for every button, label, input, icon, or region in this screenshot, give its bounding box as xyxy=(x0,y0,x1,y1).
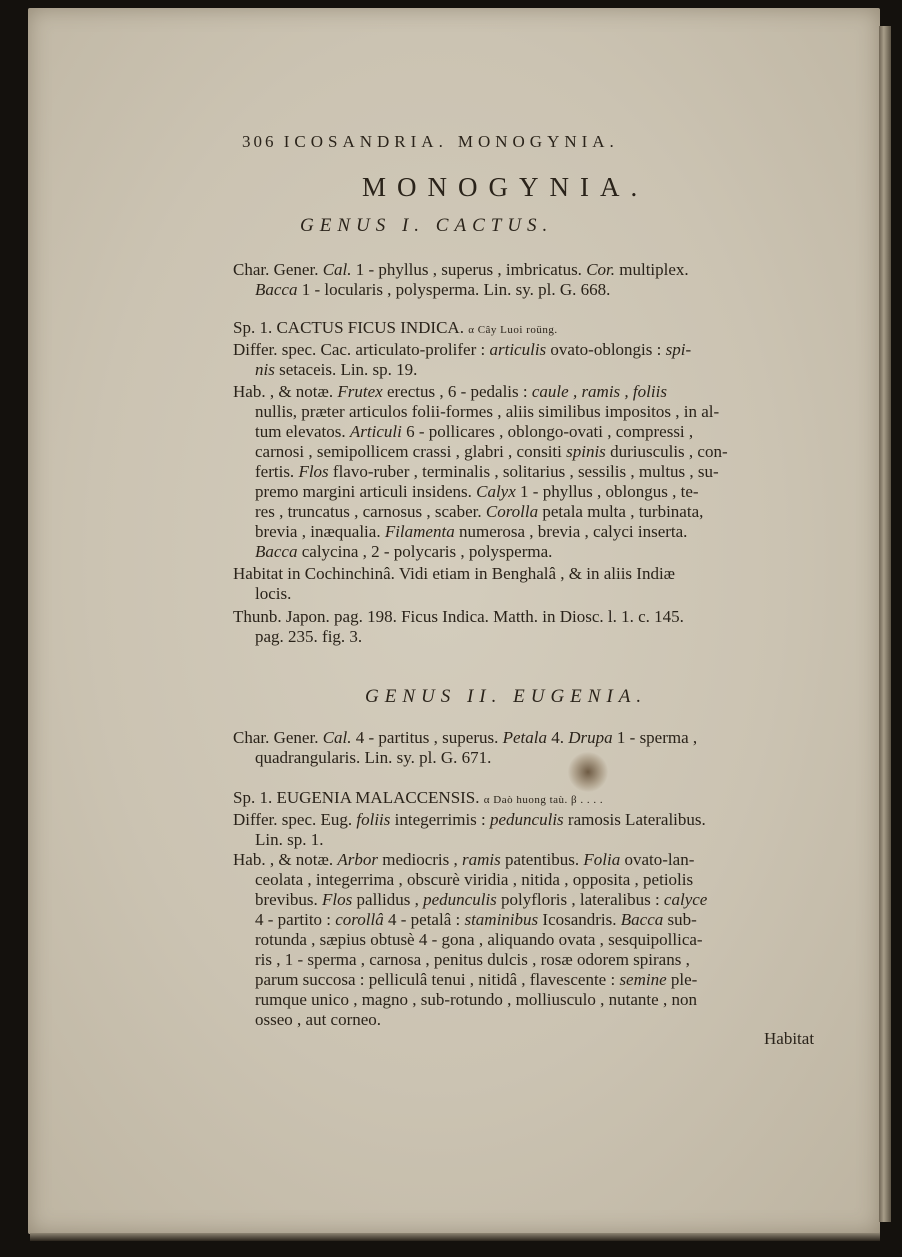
species-2-heading xyxy=(233,788,603,810)
differentia-text: setaceis. Lin. sp. 19. xyxy=(279,360,418,379)
term: articulis xyxy=(489,340,547,359)
habitus-text: carnosi , semipollicem crassi , glabri , consiti xyxy=(255,442,562,461)
term: ramis xyxy=(462,850,501,869)
genus-1-character-line-2 xyxy=(255,280,610,300)
species-1-reference-line-2: pag. 235. fig. 3. xyxy=(255,627,363,646)
term: Bacca xyxy=(620,910,664,929)
habitus-text: Hab. , & notæ. xyxy=(233,850,334,869)
term: Flos xyxy=(298,462,329,481)
term: semine xyxy=(619,970,667,989)
species-1-habitat-line-1: Habitat in Cochinchinâ. Vidi etiam in Benghalâ , & in aliis Indiæ xyxy=(233,564,676,583)
species-1-habitus-line-5 xyxy=(255,462,719,482)
term-bacca: Bacca xyxy=(255,280,298,299)
term: Folia xyxy=(583,850,621,869)
species-1-habitus-line-4 xyxy=(255,442,728,462)
term: Arbor xyxy=(337,850,378,869)
char-text: 4. xyxy=(551,728,564,747)
vernacular-name: α Daò huong taù. β . . . . xyxy=(483,794,604,806)
species-1-habitus-line-1 xyxy=(233,382,667,402)
species-1-habitus-line-2: nullis, præter articulos folii-formes , aliis similibus impositos , in al- xyxy=(255,402,720,421)
habitus-text: Hab. , & notæ. xyxy=(233,382,334,401)
running-head xyxy=(242,132,619,152)
term: Corolla xyxy=(485,502,539,521)
term-petala: Petala xyxy=(502,728,547,747)
term: Bacca xyxy=(255,542,298,561)
habitus-text: pallidus , xyxy=(356,890,419,909)
term: pedunculis xyxy=(423,890,497,909)
vernacular-name: α Cây Luoi roüng. xyxy=(468,324,558,336)
species-2-habitus-line-4 xyxy=(255,910,697,930)
habitus-text: Icosandris. xyxy=(542,910,617,929)
char-text: 1 - locularis , polysperma. Lin. sy. pl. G. 668. xyxy=(301,280,611,299)
habitus-text: brevia , inæqualia. xyxy=(255,522,381,541)
differentia-text: integerrimis : xyxy=(394,810,486,829)
term: pedunculis xyxy=(490,810,564,829)
species-2-habitus-line-6: ris , 1 - sperma , carnosa , penitus dulcis , rosæ odorem spirans , xyxy=(255,950,690,969)
species-1-heading xyxy=(233,318,558,340)
genus-2-character-line-1 xyxy=(233,728,697,748)
next-page-edge xyxy=(879,26,891,1222)
habitus-text: calycina , 2 - polycaris , polysperma. xyxy=(301,542,553,561)
habitus-text: erectus , 6 - pedalis : xyxy=(386,382,528,401)
habitus-text: 4 - petalâ : xyxy=(388,910,461,929)
species-2-differentia-line-2: Lin. sp. 1. xyxy=(255,830,324,849)
term-drupa: Drupa xyxy=(568,728,613,747)
term: staminibus xyxy=(464,910,539,929)
habitus-text: duriusculis , con- xyxy=(610,442,728,461)
habitus-text: premo margini articuli insidens. xyxy=(255,482,472,501)
term: spi- xyxy=(665,340,692,359)
habitus-text: polyfloris , lateralibus : xyxy=(501,890,660,909)
term: Filamenta xyxy=(384,522,455,541)
char-label: Char. Gener. xyxy=(233,260,319,279)
habitus-text: petala multa , turbinata, xyxy=(542,502,704,521)
ink-stain xyxy=(568,752,608,792)
term: Calyx xyxy=(476,482,516,501)
running-head-order: MONOGYNIA. xyxy=(457,132,619,151)
habitus-text: ple- xyxy=(670,970,698,989)
habitus-text: res , truncatus , carnosus , scaber. xyxy=(255,502,482,521)
differentia-text: ramosis Lateralibus. xyxy=(567,810,706,829)
genus-1-character-line-1 xyxy=(233,260,689,280)
term: spinis xyxy=(566,442,606,461)
species-name: Sp. 1. EUGENIA MALACCENSIS. xyxy=(233,788,480,807)
char-text: 1 - sperma , xyxy=(616,728,698,747)
species-2-habitus-line-7 xyxy=(255,970,697,990)
species-2-differentia-line-1 xyxy=(233,810,706,830)
species-1-habitus-line-9 xyxy=(255,542,552,562)
species-2-habitus-line-5: rotunda , sæpius obtusè 4 - gona , aliquando ovata , sesquipollica- xyxy=(255,930,703,949)
running-head-class: ICOSANDRIA. xyxy=(283,132,448,151)
genus-1-heading: GENUS I. CACTUS. xyxy=(300,215,554,236)
term: Frutex xyxy=(337,382,383,401)
habitus-text: brevibus. xyxy=(255,890,318,909)
term: corollâ xyxy=(335,910,384,929)
habitus-text: 6 - pollicares , oblongo-ovati , compressi , xyxy=(406,422,694,441)
page-number: 306 xyxy=(242,132,277,151)
habitus-text: ovato-lan- xyxy=(624,850,695,869)
species-1-habitus-line-3 xyxy=(255,422,693,442)
species-1-habitus-line-7 xyxy=(255,502,703,522)
char-text: 4 - partitus , superus. xyxy=(355,728,499,747)
habitus-text: flavo-ruber , terminalis , solitarius , sessilis , multus , su- xyxy=(332,462,719,481)
habitus-text: fertis. xyxy=(255,462,295,481)
habitus-text: 4 - partito : xyxy=(255,910,332,929)
term: Flos xyxy=(322,890,353,909)
habitus-text: mediocris , xyxy=(382,850,458,869)
term-cal: Cal. xyxy=(322,260,352,279)
genus-2-heading: GENUS II. EUGENIA. xyxy=(365,686,648,707)
catchword: Habitat xyxy=(764,1029,815,1048)
species-1-habitat-line-2: locis. xyxy=(255,584,292,603)
term-cor: Cor. xyxy=(586,260,616,279)
differentia-text: Differ. spec. Cac. articulato-prolifer : xyxy=(233,340,486,359)
term: calyce xyxy=(663,890,708,909)
differentia-text: ovato-oblongis : xyxy=(550,340,662,359)
species-2-habitus-line-8: rumque unico , magno , sub-rotundo , molliusculo , nutante , non xyxy=(255,990,697,1009)
habitus-text: tum elevatos. xyxy=(255,422,346,441)
species-1-habitus-line-6 xyxy=(255,482,699,502)
habitus-text: numerosa , brevia , calyci inserta. xyxy=(458,522,688,541)
habitus-text: parum succosa : pelliculâ tenui , nitidâ , flavescente : xyxy=(255,970,616,989)
term: caule , ramis , foliis xyxy=(531,382,667,401)
page-bottom-edge xyxy=(30,1233,880,1241)
species-name: Sp. 1. CACTUS FICUS INDICA. xyxy=(233,318,464,337)
genus-2-character-line-2: quadrangularis. Lin. sy. pl. G. 671. xyxy=(255,748,492,767)
char-label: Char. Gener. xyxy=(233,728,319,747)
differentia-text: Differ. spec. Eug. xyxy=(233,810,353,829)
char-text: 1 - phyllus , superus , imbricatus. xyxy=(355,260,582,279)
species-1-habitus-line-8 xyxy=(255,522,687,542)
term: nis xyxy=(255,360,275,379)
habitus-text: patentibus. xyxy=(505,850,580,869)
species-1-differentia-line-2 xyxy=(255,360,417,380)
species-1-reference-line-1: Thunb. Japon. pag. 198. Ficus Indica. Matth. in Diosc. l. 1. c. 145. xyxy=(233,607,684,626)
term: Articuli xyxy=(349,422,402,441)
term-cal: Cal. xyxy=(322,728,352,747)
term: foliis xyxy=(356,810,391,829)
species-2-habitus-line-3 xyxy=(255,890,707,910)
species-2-habitus-line-2: ceolata , integerrima , obscurè viridia , nitida , opposita , petiolis xyxy=(255,870,694,889)
habitus-text: sub- xyxy=(667,910,697,929)
char-text: multiplex. xyxy=(619,260,689,279)
species-2-habitus-line-1 xyxy=(233,850,694,870)
section-title: MONOGYNIA. xyxy=(362,172,649,202)
species-1-differentia-line-1 xyxy=(233,340,691,360)
habitus-text: 1 - phyllus , oblongus , te- xyxy=(520,482,699,501)
species-2-habitus-line-9: osseo , aut corneo. xyxy=(255,1010,382,1029)
